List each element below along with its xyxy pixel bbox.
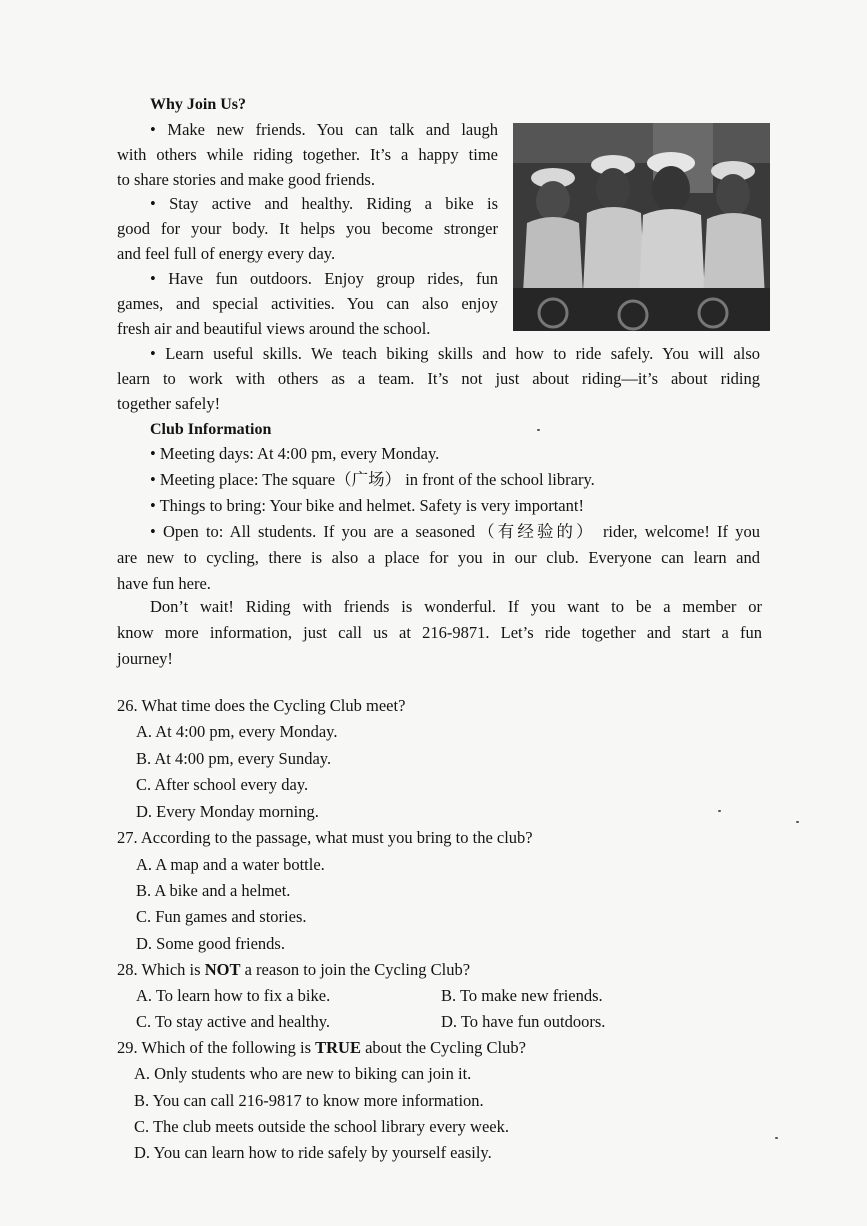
closing-line: Don’t wait! Riding with friends is wonderful. If you want to be a member or — [150, 597, 762, 616]
scan-speck — [796, 821, 799, 823]
q28-stem-emphasis: NOT — [204, 960, 241, 979]
scan-speck — [537, 429, 540, 431]
passage-line: learn to work with others as a team. It’s not just about riding—it’s about riding — [117, 369, 760, 388]
club-line: • Meeting days: At 4:00 pm, every Monday. — [150, 444, 440, 463]
question-29-stem — [117, 1040, 526, 1057]
question-26-stem: 26. What time does the Cycling Club meet? — [117, 696, 406, 715]
q27-option-a[interactable]: A. A map and a water bottle. — [136, 855, 325, 874]
why-join-heading: Why Join Us? — [150, 96, 247, 113]
closing-line: journey! — [117, 649, 173, 668]
q26-option-d[interactable]: D. Every Monday morning. — [136, 802, 319, 821]
passage-line: • Have fun outdoors. Enjoy group rides, fun — [150, 269, 498, 288]
q27-option-c[interactable]: C. Fun games and stories. — [136, 907, 307, 926]
q29-stem-emphasis: TRUE — [315, 1038, 361, 1057]
q28-stem-part: a reason to join the Cycling Club? — [240, 960, 471, 979]
passage-line: • Make new friends. You can talk and laugh — [150, 120, 498, 139]
q29-option-d[interactable]: D. You can learn how to ride safely by yourself easily. — [134, 1143, 492, 1162]
q27-option-b[interactable]: B. A bike and a helmet. — [136, 881, 291, 900]
club-line: have fun here. — [117, 574, 211, 593]
q26-option-a[interactable]: A. At 4:00 pm, every Monday. — [136, 722, 338, 741]
passage-line: games, and special activities. You can also enjoy — [117, 294, 498, 313]
q26-option-b[interactable]: B. At 4:00 pm, every Sunday. — [136, 749, 332, 768]
passage-line: together safely! — [117, 394, 221, 413]
cyclists-photo — [513, 123, 770, 331]
question-28-stem — [117, 962, 470, 979]
passage-line: • Learn useful skills. We teach biking skills and how to ride safely. You will also — [150, 344, 760, 363]
q28-option-d[interactable]: D. To have fun outdoors. — [441, 1012, 606, 1031]
scan-speck — [718, 810, 721, 812]
q28-option-c[interactable]: C. To stay active and healthy. — [136, 1012, 331, 1031]
passage-line: good for your body. It helps you become stronger — [117, 219, 498, 238]
q29-option-c[interactable]: C. The club meets outside the school library every week. — [134, 1117, 509, 1136]
club-info-heading: Club Information — [150, 421, 272, 438]
cyclists-illustration — [513, 123, 770, 331]
scan-speck — [775, 1137, 778, 1139]
passage-line: • Stay active and healthy. Riding a bike is — [150, 194, 498, 213]
q27-option-d[interactable]: D. Some good friends. — [136, 934, 285, 953]
q29-option-a[interactable]: A. Only students who are new to biking can join it. — [134, 1064, 472, 1083]
q29-stem-part: about the Cycling Club? — [360, 1038, 526, 1057]
passage-line: with others while riding together. It’s a happy time — [117, 145, 498, 164]
q28-option-a[interactable]: A. To learn how to fix a bike. — [136, 986, 331, 1005]
passage-line: to share stories and make good friends. — [117, 170, 375, 189]
closing-line: know more information, just call us at 216-9871. Let’s ride together and start a fun — [117, 623, 762, 642]
q28-stem-part: 28. Which is — [117, 960, 205, 979]
club-line: • Things to bring: Your bike and helmet. Safety is very important! — [150, 496, 584, 515]
q28-option-b[interactable]: B. To make new friends. — [441, 986, 603, 1005]
passage-line: fresh air and beautiful views around the school. — [117, 319, 431, 338]
q29-option-b[interactable]: B. You can call 216-9817 to know more information. — [134, 1091, 484, 1110]
question-27-stem: 27. According to the passage, what must you bring to the club? — [117, 828, 533, 847]
q29-stem-part: 29. Which of the following is — [117, 1038, 316, 1057]
club-line: • Open to: All students. If you are a seasoned（有经验的） rider, welcome! If you — [150, 522, 760, 541]
q26-option-c[interactable]: C. After school every day. — [136, 775, 309, 794]
club-line: are new to cycling, there is also a place for you in our club. Everyone can learn and — [117, 548, 760, 567]
passage-line: and feel full of energy every day. — [117, 244, 336, 263]
club-line: • Meeting place: The square（广场） in front of the school library. — [150, 470, 595, 489]
